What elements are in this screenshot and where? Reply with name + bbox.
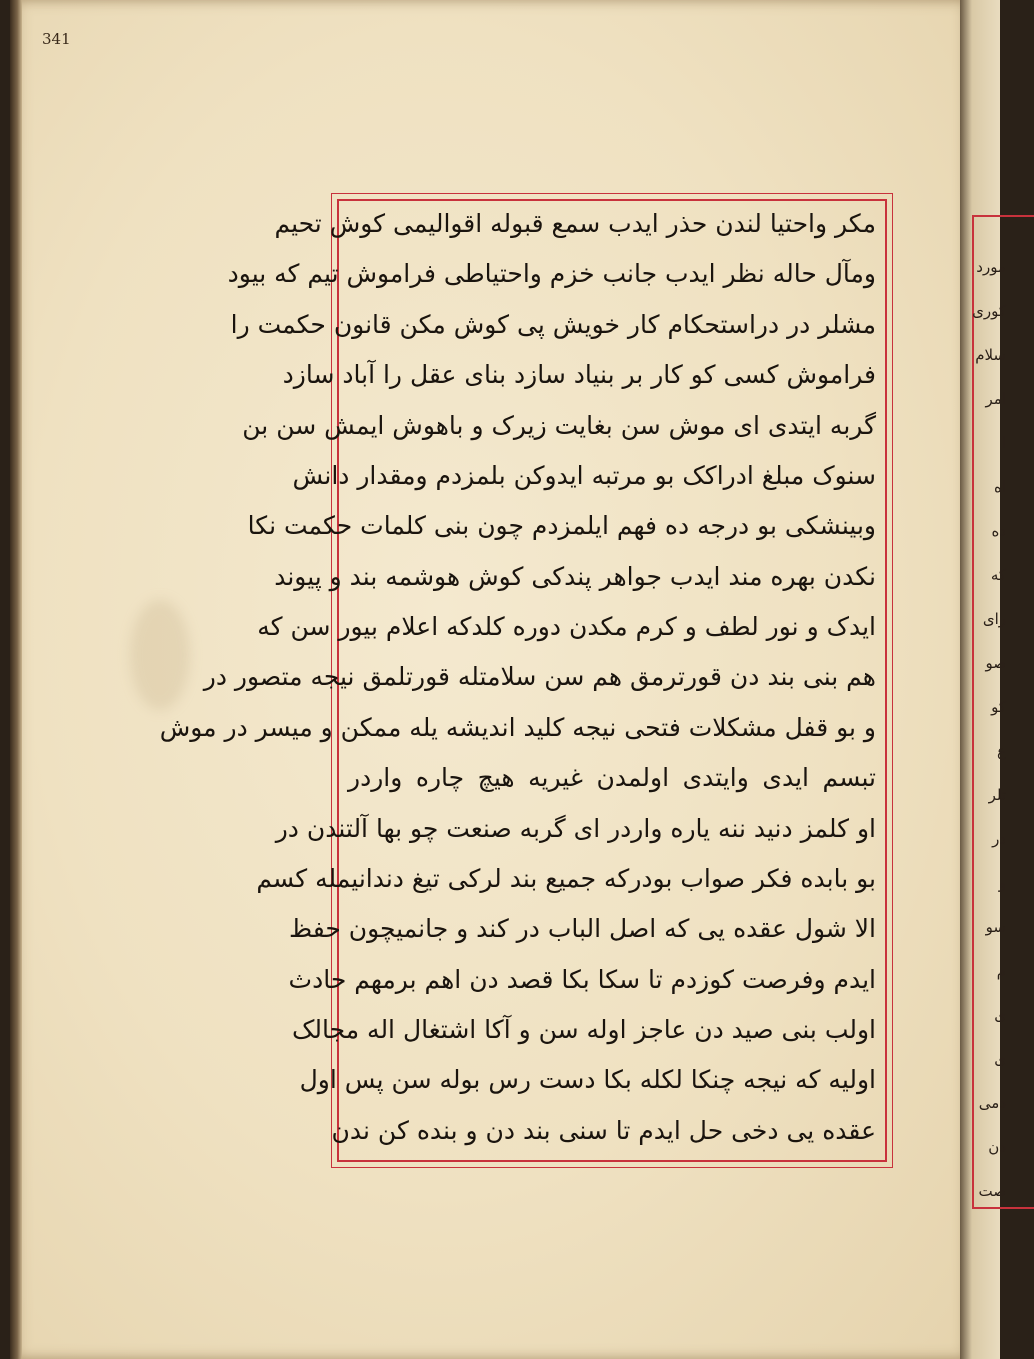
facing-text-fragment: دمی [978, 1094, 1006, 1112]
text-line: وبینشکی بو درجه ده فهم ایلمزدم چون بنی کلمات حکمت نکا [247, 511, 876, 541]
facing-text-fragment: ی [994, 1006, 1006, 1024]
text-line: او کلمز دنید ننه یاره واردر ای گربه صنعت چو بها آلتندن در [275, 813, 876, 843]
facing-page-text [972, 245, 1006, 1213]
facing-text-fragment: صت [978, 1182, 1006, 1200]
text-line: نکدن بهره مند ایدب جواهر پندکی کوش هوشمه بند و پیوند [274, 561, 876, 591]
facing-text-fragment: مورد [976, 258, 1006, 276]
paper-stain [130, 600, 190, 710]
text-line: مکر واحتیا لندن حذر ایدب سمع قبوله اقوالیمی کوش تحیم [274, 209, 876, 238]
facing-text-fragment: تلر [988, 786, 1006, 804]
text-line: ومآل حاله نظر ایدب جانب خزم واحتیاطی فراموش تیم که بیود [227, 259, 876, 289]
facing-text-fragment: ع [997, 742, 1006, 760]
text-line: اولیه که نیجه چنکا لکله بکا دست رس بوله سن پس اول [299, 1065, 876, 1095]
facing-text-fragment: اه [993, 478, 1006, 496]
facing-text-fragment: کوری [972, 302, 1006, 320]
folio-number: 341 [42, 30, 71, 48]
text-line: بو بابده فکر صواب بودرکه جمیع بند لرکی تیغ دندانیمله کسم [256, 863, 876, 893]
facing-page [960, 0, 1006, 1359]
text-line: گربه ایتدی ای موش سن بغایت زیرک و باهوش ایمش سن بن [242, 410, 876, 440]
facing-text-fragment: ده [991, 522, 1006, 540]
text-line: اولب بنی صید دن عاجز اوله سن و آکا اشتغال اله مجالک [291, 1015, 876, 1044]
text-line: فراموش کسی کو کار بر بنیاد سازد بنای عقل را آباد سازد [282, 360, 876, 390]
text-line: ایدک و نور لطف و کرم مکدن دوره کلدکه اعلام بیور سن که [257, 612, 876, 641]
text-line: عقده یی دخی حل ایدم تا سنی بند دن و بنده کن ندن [331, 1115, 876, 1145]
facing-text-fragment: ا [1001, 434, 1006, 452]
text-line: و بو قفل مشکلات فتحی نیجه کلید اندیشه یله ممکن و میسر در موش [159, 712, 876, 742]
text-line: هم بنی بند دن قورترمق هم سن سلامتله قورتلمق نیجه متصور در [203, 662, 876, 692]
facing-text-fragment: سلام [975, 346, 1006, 364]
facing-text-fragment: سو [985, 918, 1006, 936]
facing-text-fragment: صو [985, 654, 1006, 672]
facing-text-fragment: و [998, 874, 1006, 892]
binding-edge [10, 0, 22, 1359]
facing-text-fragment: کو [991, 698, 1006, 716]
facing-text-fragment: در [992, 830, 1006, 848]
facing-text-fragment: دن [988, 1138, 1006, 1156]
text-line: مشلر در دراستحکام کار خویش پی کوش مکن قانون حکمت را [230, 309, 876, 339]
facing-text-fragment: ی [994, 1050, 1006, 1068]
text-line: الا شول عقده یی که اصل الباب در کند و جانمیچون حفظ [288, 914, 876, 944]
text-frame [159, 193, 893, 1168]
facing-text-fragment: امر [985, 390, 1006, 408]
text-line: تبسم ایدی وایتدی اولمدن غیریه هیچ چاره واردر [348, 763, 876, 793]
facing-text-fragment: م [996, 962, 1006, 980]
facing-text-fragment: که [990, 566, 1006, 584]
manuscript-page [10, 0, 968, 1359]
text-line: ایدم وفرصت کوزدم تا سکا بکا قصد دن اهم برمهم حادث [288, 964, 876, 994]
facing-text-fragment: رای [982, 610, 1006, 628]
text-block [159, 204, 876, 1151]
text-line: سنوک مبلغ ادراکک بو مرتبه ایدوکن بلمزدم ومقدار دانش [292, 460, 876, 490]
